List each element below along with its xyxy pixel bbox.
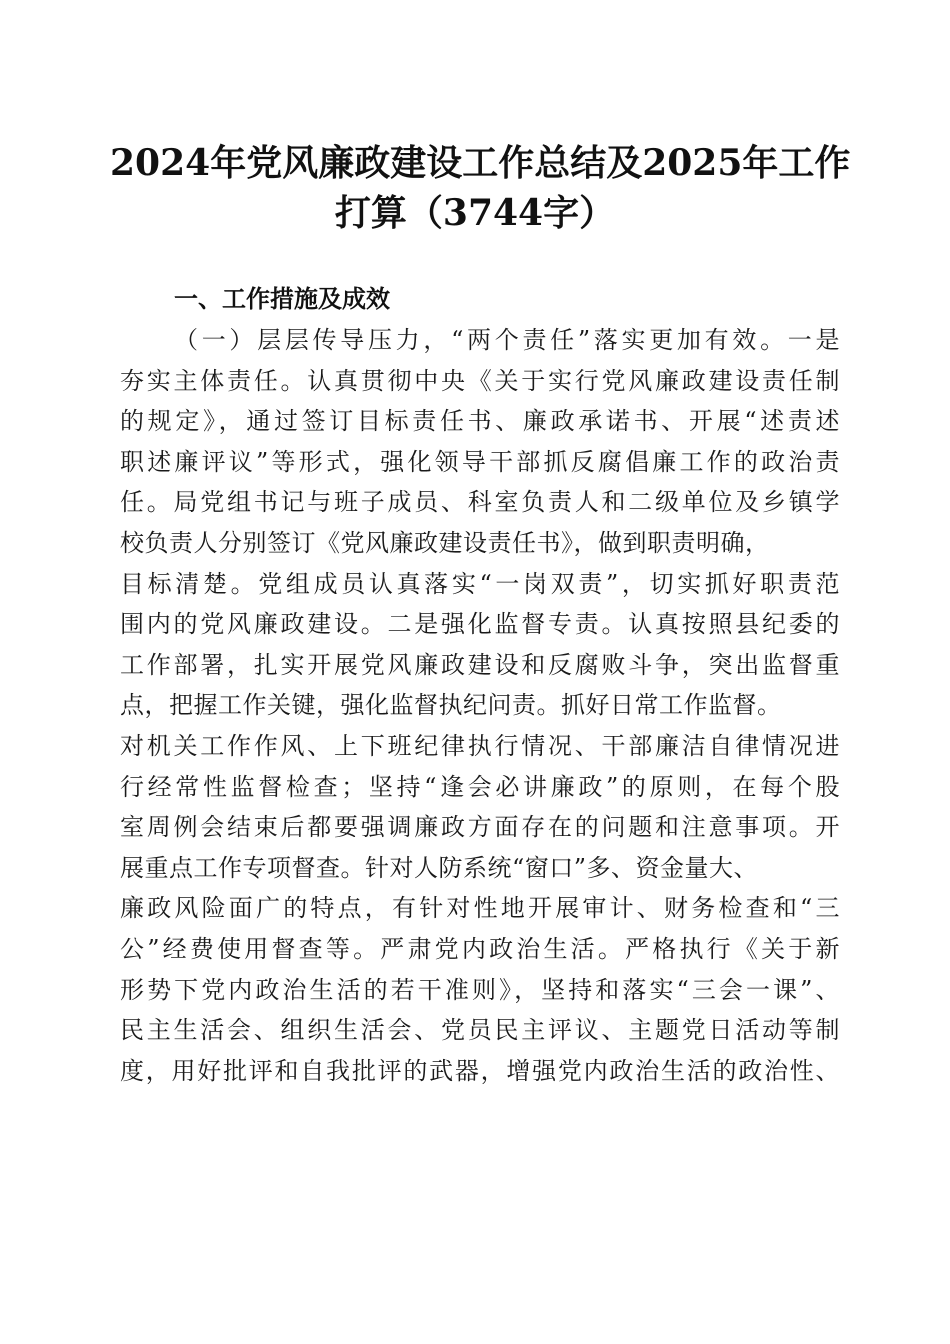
body-line: 围内的党风廉政建设。二是强化监督专责。认真按照县纪委的 xyxy=(120,610,840,639)
body-line: 行经常性监督检查；坚持“逢会必讲廉政”的原则，在每个股 xyxy=(120,772,840,801)
body-line: 室周例会结束后都要强调廉政方面存在的问题和注意事项。开 xyxy=(120,813,840,842)
body-line: 点，把握工作关键，强化监督执纪问责。抓好日常工作监督。 xyxy=(120,691,782,720)
body-line: 展重点工作专项督查。针对人防系统“窗口”多、资金量大、 xyxy=(120,853,759,882)
body-line: 夯实主体责任。认真贯彻中央《关于实行党风廉政建设责任制 xyxy=(120,366,840,395)
body-line: 对机关工作作风、上下班纪律执行情况、干部廉洁自律情况进 xyxy=(120,731,840,760)
title-line-1: 2024年党风廉政建设工作总结及2025年工作 xyxy=(110,142,851,184)
body-line: 职述廉评议”等形式，强化领导干部抓反腐倡廉工作的政治责 xyxy=(120,447,840,476)
body-line: 目标清楚。党组成员认真落实“一岗双责”，切实抓好职责范 xyxy=(120,569,840,598)
body-line: 公”经费使用督查等。严肃党内政治生活。严格执行《关于新 xyxy=(120,934,840,963)
body-line: 民主生活会、组织生活会、党员民主评议、主题党日活动等制 xyxy=(120,1016,840,1045)
body-line: （一）层层传导压力，“两个责任”落实更加有效。一是 xyxy=(174,326,840,354)
section-heading: 一、工作措施及成效 xyxy=(174,285,390,313)
title-line-2: 打算（3744字） xyxy=(334,192,616,234)
document-title xyxy=(110,138,851,238)
body-paragraph xyxy=(120,320,840,1091)
body-line: 的规定》，通过签订目标责任书、廉政承诺书、开展“述责述 xyxy=(120,407,840,436)
body-line: 校负责人分别签订《党风廉政建设责任书》，做到职责明确， xyxy=(120,528,770,557)
body-line: 度，用好批评和自我批评的武器，增强党内政治生活的政治性、 xyxy=(120,1056,840,1085)
body-line: 廉政风险面广的特点，有针对性地开展审计、财务检查和“三 xyxy=(120,894,840,923)
body-line: 工作部署，扎实开展党风廉政建设和反腐败斗争，突出监督重 xyxy=(120,650,840,679)
body-line: 任。局党组书记与班子成员、科室负责人和二级单位及乡镇学 xyxy=(120,488,840,517)
body-line: 形势下党内政治生活的若干准则》，坚持和落实“三会一课”、 xyxy=(120,975,840,1004)
